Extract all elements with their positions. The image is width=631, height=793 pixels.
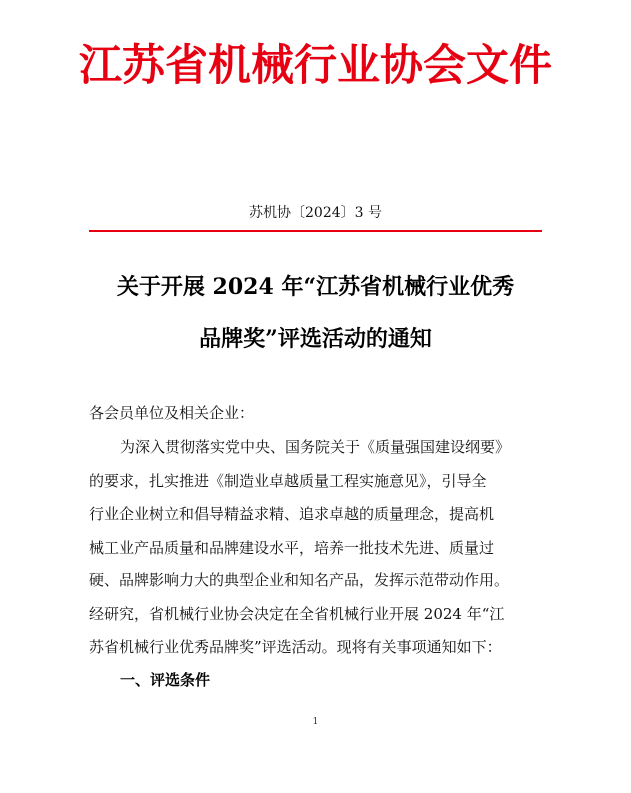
body-line: 行业企业树立和倡导精益求精、追求卓越的质量理念，提高机 — [89, 505, 495, 523]
section-heading: 一、评选条件 — [120, 671, 211, 689]
body-line: 经研究，省机械行业协会决定在全省机械行业开展 2024 年“江 — [89, 605, 505, 623]
body-line: 的要求，扎实推进《制造业卓越质量工程实施意见》，引导全 — [89, 472, 487, 490]
body-line: 硬、品牌影响力大的典型企业和知名产品，发挥示范带动作用。 — [89, 571, 510, 589]
salutation: 各会员单位及相关企业： — [89, 404, 255, 422]
notice-title-line-2: 品牌奖”评选活动的通知 — [199, 326, 432, 352]
red-divider — [89, 230, 542, 232]
page-number: 1 — [312, 717, 319, 727]
document-number: 苏机协〔2024〕3 号 — [249, 205, 382, 221]
header-title: 江苏省机械行业协会文件 — [79, 41, 552, 91]
body-line: 械工业产品质量和品牌建设水平，培养一批技术先进、质量过 — [89, 539, 495, 557]
notice-title-line-1: 关于开展 2024 年“江苏省机械行业优秀 — [116, 274, 515, 300]
body-line: 苏省机械行业优秀品牌奖”评选活动。现将有关事项通知如下： — [89, 638, 502, 656]
body-line: 为深入贯彻落实党中央、国务院关于《质量强国建设纲要》 — [120, 438, 511, 456]
